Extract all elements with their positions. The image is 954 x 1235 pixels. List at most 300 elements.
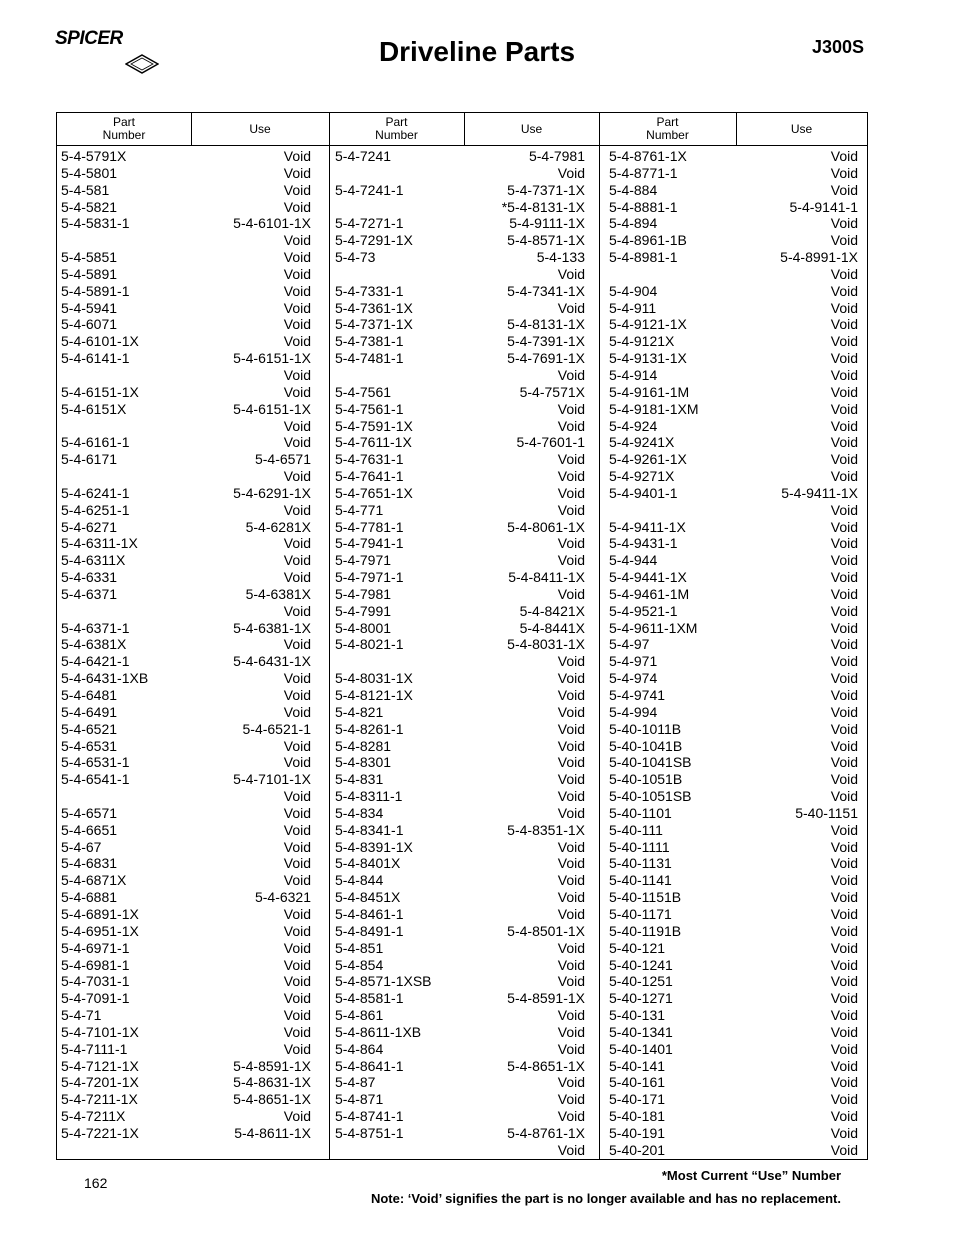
part-number-cell: 5-4-861 xyxy=(335,1007,384,1024)
part-number-cell: 5-4-851 xyxy=(335,939,384,956)
use-cell: Void xyxy=(830,350,858,367)
table-row xyxy=(57,434,311,451)
use-cell: Void xyxy=(283,249,311,266)
part-number-cell: 5-4-8401X xyxy=(335,855,401,872)
part-number-cell: 5-4-9131-1X xyxy=(609,350,687,367)
part-number-cell: 5-4-6171 xyxy=(61,451,118,468)
part-number-cell: 5-40-1271 xyxy=(609,990,673,1007)
part-number-cell: 5-4-7971-1 xyxy=(335,569,404,586)
table-row xyxy=(57,266,311,283)
part-number-cell: 5-4-7271-1 xyxy=(335,215,404,232)
use-cell: Void xyxy=(830,855,858,872)
table-row xyxy=(57,468,311,485)
table-row xyxy=(331,350,585,367)
table-row xyxy=(57,923,311,940)
use-cell: Void xyxy=(557,1141,585,1158)
part-number-cell: 5-40-141 xyxy=(609,1057,666,1074)
use-cell: Void xyxy=(830,501,858,518)
table-row xyxy=(331,973,585,990)
part-number-cell: 5-4-8311-1 xyxy=(335,788,403,805)
table-row xyxy=(331,754,585,771)
part-number-cell: 5-4-6241-1 xyxy=(61,484,130,501)
use-cell: Void xyxy=(830,1023,858,1040)
table-row xyxy=(605,1091,858,1108)
use-cell: Void xyxy=(830,569,858,586)
use-cell: Void xyxy=(557,535,585,552)
use-cell: Void xyxy=(830,552,858,569)
table-row xyxy=(57,300,311,317)
table-row xyxy=(57,215,311,232)
part-number-cell: 5-40-171 xyxy=(609,1091,666,1108)
header-use-3: Use xyxy=(790,121,813,136)
use-cell: Void xyxy=(283,687,311,703)
table-row xyxy=(331,1125,585,1142)
part-number-cell: 5-40-1101 xyxy=(609,804,672,821)
table-row xyxy=(605,990,858,1007)
part-number-cell: 5-4-944 xyxy=(609,552,658,569)
use-cell: Void xyxy=(830,299,858,316)
table-row xyxy=(57,182,311,199)
part-number-cell: 5-4-8581-1 xyxy=(335,990,404,1007)
table-row xyxy=(331,316,585,333)
table-row xyxy=(331,1024,585,1041)
table-row xyxy=(331,552,585,569)
use-cell: Void xyxy=(830,973,858,990)
use-cell: Void xyxy=(283,754,311,771)
part-number-cell: 5-4-7201-1X xyxy=(61,1074,139,1091)
part-number-cell: 5-40-1341 xyxy=(609,1023,673,1040)
part-number-cell: 5-4-7211-1X xyxy=(61,1091,138,1108)
table-row xyxy=(605,266,858,283)
use-cell: Void xyxy=(830,316,858,333)
table-row xyxy=(605,957,858,974)
use-cell: Void xyxy=(557,872,585,889)
use-cell: Void xyxy=(830,905,858,922)
use-cell: 5-4-9411-1X xyxy=(781,484,858,501)
table-row xyxy=(57,1125,311,1142)
part-number-cell: 5-4-884 xyxy=(609,181,658,198)
part-number-cell: 5-4-8261-1 xyxy=(335,720,404,737)
use-cell: Void xyxy=(283,434,311,451)
part-number-cell: 5-4-9181-1XM xyxy=(609,400,699,417)
part-number-cell: 5-4-5891 xyxy=(61,265,118,282)
use-cell: Void xyxy=(283,821,311,838)
use-cell: Void xyxy=(557,299,585,316)
part-number-cell: 5-4-6431-1XB xyxy=(61,670,149,687)
table-row xyxy=(331,990,585,1007)
part-number-cell: 5-4-7361-1X xyxy=(335,299,413,316)
part-number-cell: 5-4-994 xyxy=(609,703,658,720)
part-number-cell: 5-4-8451X xyxy=(335,889,401,906)
table-row xyxy=(331,384,585,401)
use-cell: Void xyxy=(283,282,311,299)
use-cell: 5-4-8411-1X xyxy=(508,569,585,586)
part-number-cell: 5-4-9121X xyxy=(609,333,675,350)
use-cell: Void xyxy=(283,703,311,720)
part-number-cell: 5-4-67 xyxy=(61,838,102,855)
part-number-cell: 5-40-1011B xyxy=(609,720,682,737)
table-row xyxy=(605,519,858,536)
use-cell: Void xyxy=(557,754,585,771)
table-row xyxy=(331,670,585,687)
table-row xyxy=(57,1058,311,1075)
table-row xyxy=(605,199,858,216)
part-number-cell: 5-4-8981-1 xyxy=(609,249,678,266)
table-row xyxy=(57,754,311,771)
part-number-cell: 5-4-8281 xyxy=(335,737,392,754)
table-row xyxy=(605,586,858,603)
part-number-cell: 5-4-854 xyxy=(335,956,384,973)
table-row xyxy=(57,586,311,603)
part-number-cell: 5-40-1241 xyxy=(609,956,673,973)
use-cell: 5-4-8651-1X xyxy=(507,1057,585,1074)
part-number-cell: 5-4-6521 xyxy=(61,720,118,737)
table-row xyxy=(57,1024,311,1041)
use-cell: 5-4-7981 xyxy=(528,148,585,164)
table-header xyxy=(57,113,867,146)
part-number-cell: 5-4-7111-1 xyxy=(61,1040,128,1057)
table-row xyxy=(605,333,858,350)
table-row xyxy=(57,1041,311,1058)
table-row xyxy=(605,165,858,182)
table-row xyxy=(57,148,311,165)
table-row xyxy=(57,738,311,755)
table-row xyxy=(331,940,585,957)
use-cell: Void xyxy=(557,670,585,687)
part-number-cell: 5-4-8491-1 xyxy=(335,922,404,939)
current-use-note: *Most Current “Use” Number xyxy=(661,1168,841,1183)
table-row xyxy=(605,300,858,317)
part-number-cell: 5-4-6871X xyxy=(61,872,127,889)
table-row xyxy=(57,165,311,182)
table-row xyxy=(331,704,585,721)
part-number-cell: 5-4-7781-1 xyxy=(335,518,404,535)
use-cell: 5-4-9141-1 xyxy=(789,198,858,215)
part-number-cell: 5-4-7221-1X xyxy=(61,1124,139,1141)
use-cell: 5-4-8571-1X xyxy=(507,232,585,249)
part-number-cell: 5-40-1251 xyxy=(609,973,673,990)
use-cell: Void xyxy=(830,602,858,619)
use-cell: Void xyxy=(557,1091,585,1108)
use-cell: Void xyxy=(283,366,311,383)
use-cell: 5-4-6321 xyxy=(254,889,311,906)
table-row xyxy=(57,1108,311,1125)
table-row xyxy=(57,788,311,805)
table-row xyxy=(605,552,858,569)
part-number-cell: 5-40-1141 xyxy=(609,872,672,889)
table-row xyxy=(57,822,311,839)
table-row xyxy=(57,771,311,788)
part-number-cell: 5-4-7241-1 xyxy=(335,181,404,198)
use-cell: Void xyxy=(830,148,858,164)
part-number-cell: 5-4-8391-1X xyxy=(335,838,413,855)
part-number-cell: 5-4-6541-1 xyxy=(61,771,130,788)
use-cell: Void xyxy=(557,400,585,417)
table-row xyxy=(605,182,858,199)
table-row xyxy=(605,738,858,755)
table-row xyxy=(331,249,585,266)
table-row xyxy=(57,973,311,990)
use-cell: Void xyxy=(283,1023,311,1040)
table-row xyxy=(331,367,585,384)
use-cell: 5-4-8591-1X xyxy=(233,1057,311,1074)
part-number-cell: 5-4-9411-1X xyxy=(609,518,686,535)
part-number-cell: 5-4-5801 xyxy=(61,164,118,181)
part-number-cell: 5-4-7121-1X xyxy=(61,1057,139,1074)
use-cell: Void xyxy=(283,670,311,687)
table-row xyxy=(605,384,858,401)
table-row xyxy=(331,165,585,182)
part-number-cell: 5-4-9741 xyxy=(609,687,666,703)
part-number-cell: 5-4-7481-1 xyxy=(335,350,404,367)
use-cell: Void xyxy=(283,1007,311,1024)
part-number-cell: 5-4-7291-1X xyxy=(335,232,413,249)
use-cell: Void xyxy=(830,838,858,855)
use-cell: Void xyxy=(283,1108,311,1125)
use-cell: Void xyxy=(557,484,585,501)
table-row xyxy=(331,906,585,923)
parts-column-2 xyxy=(331,148,585,1159)
table-row xyxy=(605,754,858,771)
use-cell: Void xyxy=(557,1040,585,1057)
part-number-cell: 5-4-6831 xyxy=(61,855,118,872)
header-divider xyxy=(464,113,465,145)
use-cell: Void xyxy=(283,804,311,821)
use-cell: Void xyxy=(830,400,858,417)
use-cell: 5-4-8441X xyxy=(519,619,585,636)
table-row xyxy=(605,906,858,923)
use-cell: Void xyxy=(830,1108,858,1125)
table-row xyxy=(605,923,858,940)
part-number-cell: 5-4-6151X xyxy=(61,400,127,417)
use-cell: Void xyxy=(283,552,311,569)
use-cell: Void xyxy=(830,1007,858,1024)
table-row xyxy=(57,401,311,418)
part-number-cell: 5-4-9611-1XM xyxy=(609,619,698,636)
use-cell: Void xyxy=(557,905,585,922)
use-cell: *5-4-8131-1X xyxy=(501,198,585,215)
header-use-1: Use xyxy=(249,121,271,136)
use-cell: Void xyxy=(830,585,858,602)
table-row xyxy=(57,653,311,670)
page-number: 162 xyxy=(84,1175,108,1191)
part-number-cell: 5-40-1111 xyxy=(609,838,670,855)
part-number-cell: 5-4-894 xyxy=(609,215,658,232)
use-cell: 5-4-7391-1X xyxy=(507,333,585,350)
table-row xyxy=(331,401,585,418)
part-number-cell: 5-4-7611-1X xyxy=(335,434,412,451)
part-number-cell: 5-4-6481 xyxy=(61,687,118,703)
table-row xyxy=(331,805,585,822)
use-cell: 5-4-8421X xyxy=(519,602,585,619)
use-cell: Void xyxy=(830,687,858,703)
use-cell: Void xyxy=(557,771,585,788)
part-number-cell: 5-4-9461-1M xyxy=(609,585,690,602)
part-number-cell: 5-4-97 xyxy=(609,636,650,653)
table-row xyxy=(331,502,585,519)
table-row xyxy=(605,350,858,367)
table-row xyxy=(605,468,858,485)
use-cell: Void xyxy=(557,265,585,282)
part-number-cell: 5-4-7241 xyxy=(335,148,392,164)
table-row xyxy=(57,855,311,872)
use-cell: Void xyxy=(557,703,585,720)
table-row xyxy=(331,889,585,906)
table-row xyxy=(57,906,311,923)
use-cell: Void xyxy=(283,316,311,333)
header-divider xyxy=(736,113,737,145)
use-cell: Void xyxy=(830,939,858,956)
use-cell: Void xyxy=(283,872,311,889)
table-row xyxy=(331,283,585,300)
use-cell: 5-4-6381-1X xyxy=(233,619,311,636)
table-row xyxy=(57,603,311,620)
part-number-cell: 5-4-7631-1 xyxy=(335,451,404,468)
table-row xyxy=(605,1041,858,1058)
use-cell: Void xyxy=(283,299,311,316)
part-number-cell: 5-4-6891-1X xyxy=(61,905,139,922)
part-number-cell: 5-4-6971-1 xyxy=(61,939,130,956)
part-number-cell: 5-4-8611-1XB xyxy=(335,1023,422,1040)
use-cell: Void xyxy=(283,383,311,400)
table-row xyxy=(331,923,585,940)
model-code: J300S xyxy=(812,37,865,57)
table-row xyxy=(57,283,311,300)
part-number-cell: 5-40-111 xyxy=(609,821,663,838)
table-row xyxy=(605,485,858,502)
table-row xyxy=(331,148,585,165)
part-number-cell: 5-40-1051SB xyxy=(609,788,692,805)
column-divider xyxy=(329,113,330,1159)
table-row xyxy=(57,620,311,637)
part-number-cell: 5-4-6331 xyxy=(61,569,118,586)
part-number-cell: 5-4-8961-1B xyxy=(609,232,687,249)
table-row xyxy=(57,350,311,367)
table-row xyxy=(331,300,585,317)
brand-name: SPICER xyxy=(55,28,123,49)
table-row xyxy=(57,519,311,536)
use-cell: 5-4-6101-1X xyxy=(233,215,311,232)
table-row xyxy=(331,721,585,738)
table-row xyxy=(605,535,858,552)
use-cell: Void xyxy=(830,535,858,552)
use-cell: Void xyxy=(557,737,585,754)
part-number-cell: 5-4-6311-1X xyxy=(61,535,138,552)
part-number-cell: 5-4-7561-1 xyxy=(335,400,404,417)
table-row xyxy=(331,771,585,788)
use-cell: Void xyxy=(557,417,585,434)
table-row xyxy=(57,451,311,468)
use-cell: Void xyxy=(283,181,311,198)
use-cell: Void xyxy=(283,535,311,552)
use-cell: 5-4-7571X xyxy=(519,383,585,400)
use-cell: Void xyxy=(830,754,858,771)
part-number-cell: 5-4-7211X xyxy=(61,1108,126,1125)
table-row xyxy=(331,519,585,536)
part-number-cell: 5-4-6161-1 xyxy=(61,434,130,451)
header-divider xyxy=(191,113,192,145)
table-row xyxy=(605,855,858,872)
part-number-cell: 5-4-9121-1X xyxy=(609,316,687,333)
part-number-cell: 5-4-6151-1X xyxy=(61,383,139,400)
table-row xyxy=(57,721,311,738)
use-cell: Void xyxy=(830,417,858,434)
table-row xyxy=(57,418,311,435)
part-number-cell: 5-4-5851 xyxy=(61,249,118,266)
table-row xyxy=(57,535,311,552)
table-row xyxy=(57,384,311,401)
table-row xyxy=(331,485,585,502)
use-cell: Void xyxy=(283,569,311,586)
part-number-cell: 5-4-581 xyxy=(61,181,110,198)
part-number-cell: 5-4-924 xyxy=(609,417,658,434)
part-number-cell: 5-4-971 xyxy=(609,653,658,670)
use-cell: Void xyxy=(557,164,585,181)
table-row xyxy=(331,1041,585,1058)
table-row xyxy=(57,839,311,856)
part-number-cell: 5-4-7331-1 xyxy=(335,282,404,299)
part-number-cell: 5-4-8571-1XSB xyxy=(335,973,432,990)
part-number-cell: 5-4-6531-1 xyxy=(61,754,130,771)
void-note: Note: ‘Void’ signifies the part is no longer available and has no replacement. xyxy=(370,1191,841,1206)
use-cell: 5-4-8991-1X xyxy=(780,249,858,266)
part-number-cell: 5-4-9431-1 xyxy=(609,535,678,552)
table-row xyxy=(605,889,858,906)
use-cell: Void xyxy=(283,148,311,164)
use-cell: Void xyxy=(830,737,858,754)
table-row xyxy=(331,199,585,216)
part-number-cell: 5-4-5891-1 xyxy=(61,282,130,299)
use-cell: 5-4-6291-1X xyxy=(233,484,311,501)
part-number-cell: 5-4-73 xyxy=(335,249,376,266)
use-cell: Void xyxy=(830,922,858,939)
table-row xyxy=(605,940,858,957)
use-cell: Void xyxy=(830,872,858,889)
part-number-cell: 5-4-9241X xyxy=(609,434,675,451)
table-row xyxy=(605,721,858,738)
part-number-cell: 5-4-6071 xyxy=(61,316,118,333)
part-number-cell: 5-4-9161-1M xyxy=(609,383,690,400)
table-row xyxy=(331,266,585,283)
parts-table xyxy=(56,112,868,1160)
use-cell: Void xyxy=(283,990,311,1007)
part-number-cell: 5-4-8341-1 xyxy=(335,821,404,838)
part-number-cell: 5-4-7971 xyxy=(335,552,392,569)
use-cell: Void xyxy=(830,771,858,788)
use-cell: 5-4-8611-1X xyxy=(234,1124,311,1141)
part-number-cell: 5-4-9271X xyxy=(609,468,675,485)
table-row xyxy=(331,434,585,451)
use-cell: Void xyxy=(283,939,311,956)
use-cell: 5-4-6381X xyxy=(245,585,311,602)
use-cell: Void xyxy=(557,653,585,670)
table-row xyxy=(331,636,585,653)
table-row xyxy=(57,485,311,502)
part-number-cell: 5-4-6371-1 xyxy=(61,619,130,636)
part-number-cell: 5-4-7031-1 xyxy=(61,973,130,990)
part-number-cell: 5-4-844 xyxy=(335,872,384,889)
table-row xyxy=(57,636,311,653)
part-number-cell: 5-4-821 xyxy=(335,703,384,720)
use-cell: Void xyxy=(283,417,311,434)
table-row xyxy=(605,451,858,468)
use-cell: Void xyxy=(557,720,585,737)
part-number-cell: 5-40-191 xyxy=(609,1124,666,1141)
use-cell: Void xyxy=(830,990,858,1007)
table-row xyxy=(57,957,311,974)
table-row xyxy=(331,1058,585,1075)
part-number-cell: 5-40-1041B xyxy=(609,737,683,754)
